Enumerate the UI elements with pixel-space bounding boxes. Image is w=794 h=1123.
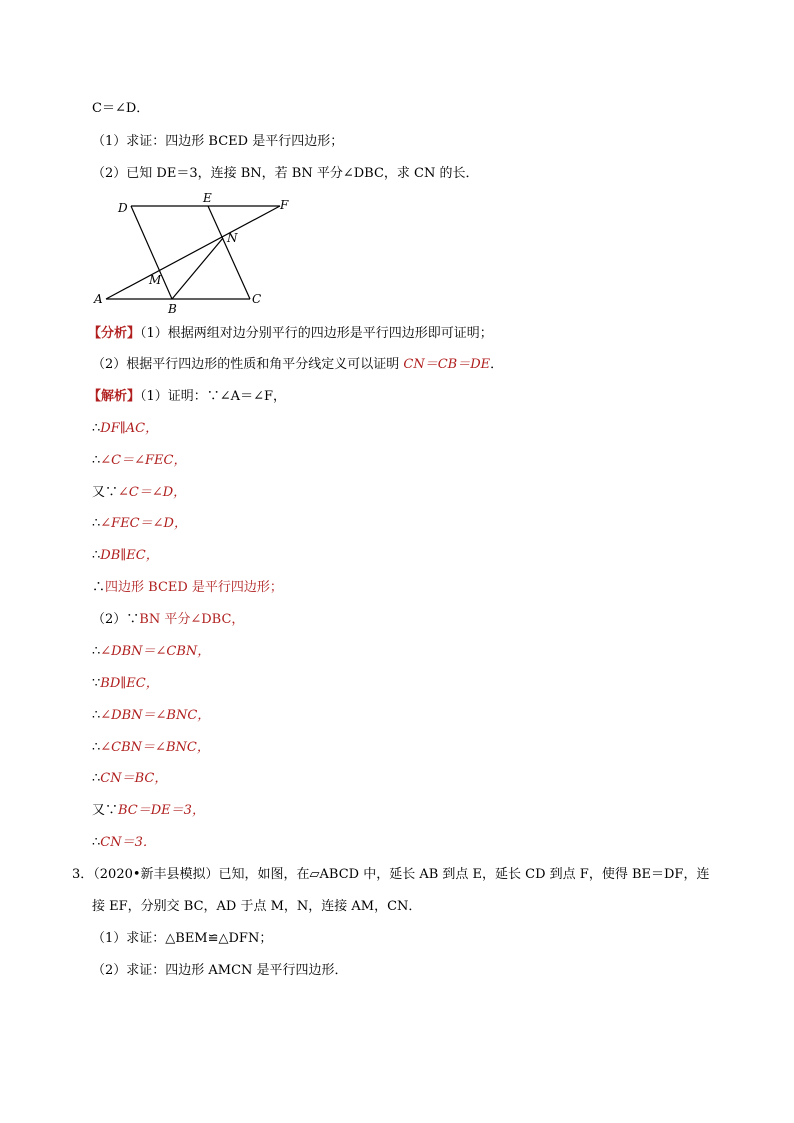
q3-line1: 3．（2020•新丰县模拟）已知，如图，在▱ABCD 中，延长 AB 到点 E，延长 CD 到点 F，使得 BE＝DF，连	[72, 867, 710, 882]
step-prefix: 又∵	[92, 485, 119, 500]
label-c: C	[252, 292, 262, 306]
step-text: ∠C＝∠D，	[118, 485, 187, 500]
step-prefix: ∴	[92, 516, 101, 531]
analysis-text2-prefix: （2）根据平行四边形的性质和角平分线定义可以证明	[92, 357, 404, 372]
solution-step	[92, 515, 187, 533]
step-text: DB∥EC，	[100, 548, 159, 563]
solution-step	[92, 611, 244, 629]
label-a: A	[94, 292, 103, 306]
analysis-text2-red: CN＝CB＝DE	[403, 357, 491, 372]
solution-start-text: （1）证明：∵∠A＝∠F，	[140, 389, 286, 404]
label-n: N	[227, 231, 238, 245]
segment-af	[106, 206, 280, 299]
segment-bn	[172, 238, 223, 299]
solution-step	[92, 770, 167, 788]
label-b: B	[168, 302, 177, 315]
step-text: DF∥AC，	[100, 421, 159, 436]
solution-step	[92, 739, 210, 757]
step-text: ∠CBN＝∠BNC，	[100, 740, 210, 755]
label-e: E	[203, 191, 212, 205]
analysis-line2	[92, 356, 503, 374]
step-prefix: ∵	[92, 676, 101, 691]
label-f: F	[280, 198, 289, 212]
solution-tag: 【解析】	[88, 389, 141, 404]
step-prefix: ∴	[92, 644, 101, 659]
q2-part1: （1）求证：四边形 BCED 是平行四边形；	[92, 134, 344, 149]
label-d: D	[118, 201, 128, 215]
solution-step	[92, 484, 186, 502]
step-text: ∠DBN＝∠BNC，	[100, 708, 211, 723]
step-text: BN 平分∠DBC，	[139, 612, 245, 627]
step-prefix: ∴	[92, 580, 106, 595]
step-prefix: 又∵	[92, 803, 119, 818]
step-text: BC＝DE＝3，	[118, 803, 205, 818]
q3-part2: （2）求证：四边形 AMCN 是平行四边形．	[92, 963, 348, 978]
geometry-figure	[88, 190, 318, 315]
label-m: M	[149, 273, 162, 287]
step-prefix: ∴	[92, 421, 101, 436]
solution-step	[92, 579, 283, 597]
analysis-text2-suffix: ．	[490, 357, 504, 372]
step-text: 四边形 BCED 是平行四边形；	[105, 580, 283, 595]
q2-tail: C＝∠D．	[92, 101, 150, 116]
solution-step	[92, 802, 205, 820]
step-prefix: ∴	[92, 548, 101, 563]
step-text: ∠FEC＝∠D，	[100, 516, 187, 531]
step-prefix: （2）∵	[92, 612, 140, 627]
analysis-text1: （1）根据两组对边分别平行的四边形是平行四边形即可证明；	[140, 326, 493, 341]
step-text: CN＝BC，	[100, 771, 168, 786]
step-text: CN＝3．	[100, 835, 156, 850]
analysis-tag: 【分析】	[88, 326, 141, 341]
step-prefix: ∴	[92, 708, 101, 723]
solution-step	[92, 643, 210, 661]
solution-step	[92, 834, 156, 852]
segment-ec	[208, 206, 250, 299]
step-text: BD∥EC，	[100, 676, 159, 691]
step-prefix: ∴	[92, 771, 101, 786]
step-text: ∠C＝∠FEC，	[100, 453, 187, 468]
solution-step	[92, 547, 159, 565]
solution-step	[92, 707, 210, 725]
solution-start	[88, 388, 286, 406]
step-prefix: ∴	[92, 740, 101, 755]
q3-line2: 接 EF，分别交 BC，AD 于点 M，N，连接 AM，CN．	[92, 899, 422, 914]
q3-part1: （1）求证：△BEM≌△DFN；	[92, 931, 273, 946]
solution-step	[92, 452, 186, 470]
solution-step	[92, 675, 159, 693]
step-text: ∠DBN＝∠CBN，	[100, 644, 211, 659]
step-prefix: ∴	[92, 835, 101, 850]
step-prefix: ∴	[92, 453, 101, 468]
solution-step	[92, 420, 158, 438]
q2-part2: （2）已知 DE＝3，连接 BN，若 BN 平分∠DBC，求 CN 的长．	[92, 166, 479, 181]
analysis-line1	[88, 325, 493, 343]
